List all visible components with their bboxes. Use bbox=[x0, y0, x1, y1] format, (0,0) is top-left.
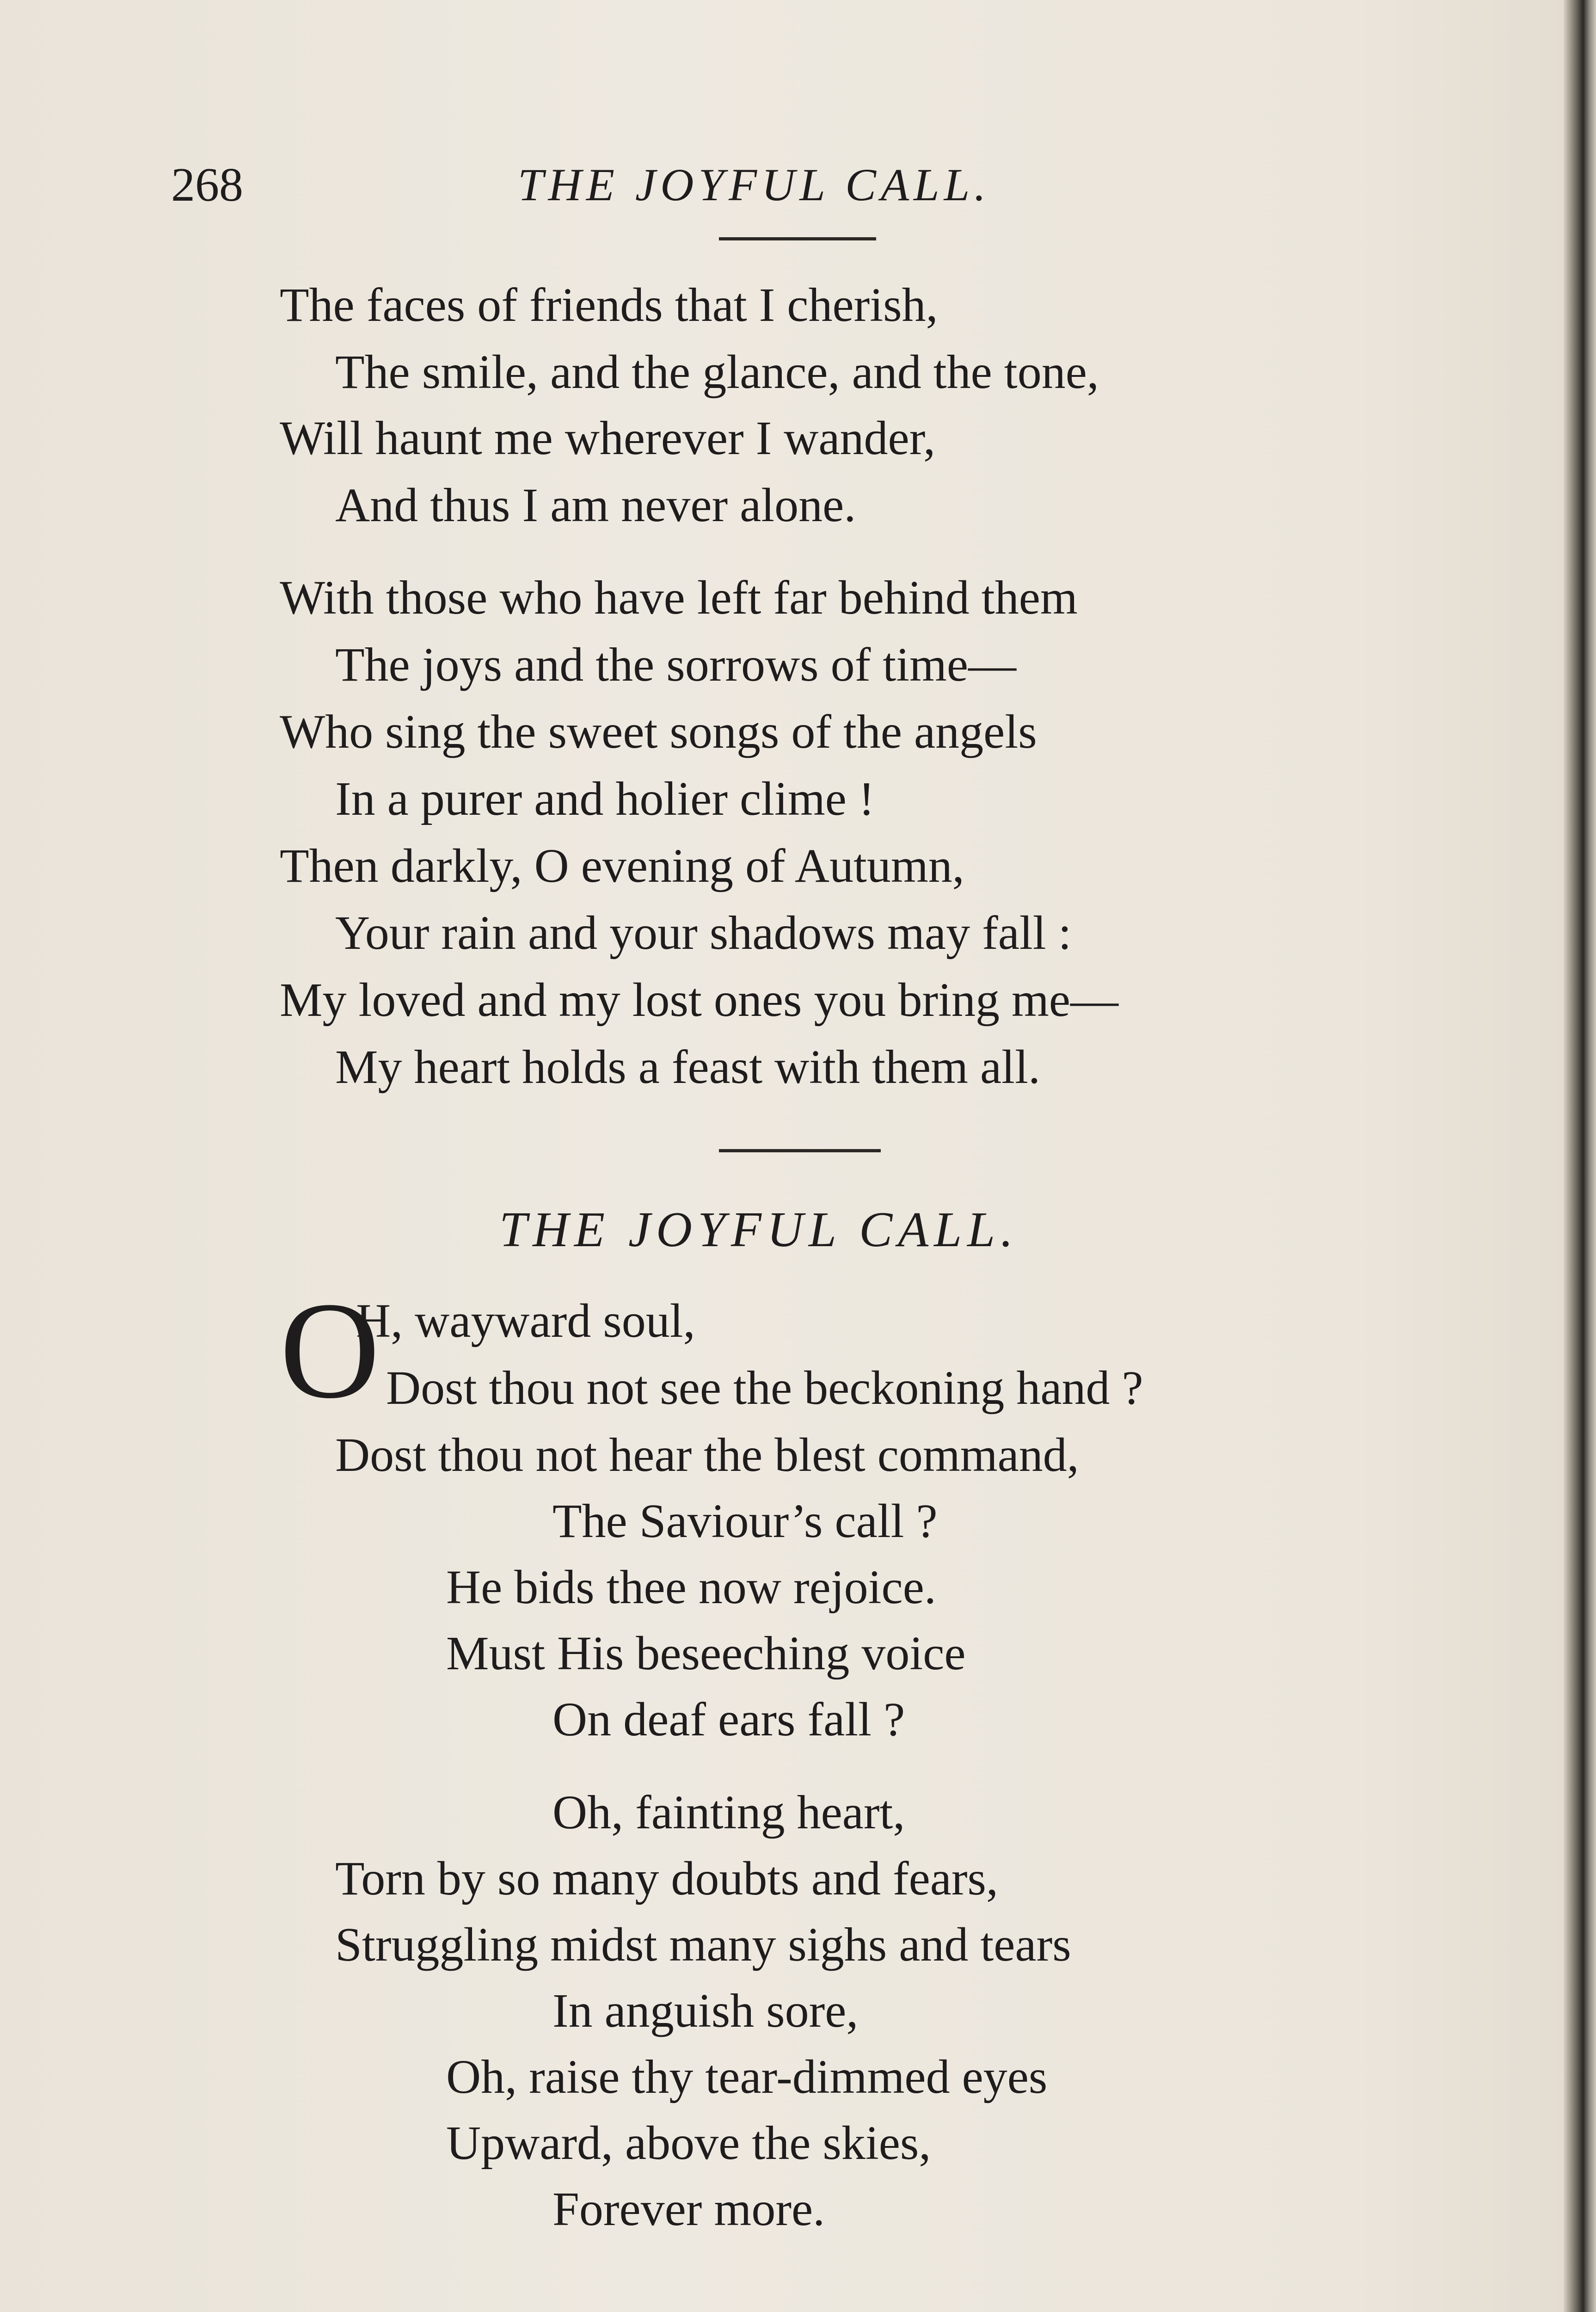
verse-line: In a purer and holier clime ! bbox=[335, 772, 875, 825]
verse-line: The smile, and the glance, and the tone, bbox=[335, 345, 1099, 399]
verse-line: On deaf ears fall ? bbox=[552, 1693, 905, 1746]
page-header bbox=[0, 153, 1596, 217]
page-edge-shadow bbox=[1564, 0, 1596, 2312]
running-head: THE JOYFUL CALL. bbox=[518, 159, 991, 210]
verse-line: He bids thee now rejoice. bbox=[446, 1561, 936, 1614]
verse-line: Must His beseeching voice bbox=[446, 1627, 966, 1680]
divider-rule bbox=[719, 237, 876, 240]
divider-rule bbox=[719, 1149, 881, 1152]
verse-line: Then darkly, O evening of Autumn, bbox=[280, 839, 964, 892]
verse-line: Struggling midst many sighs and tears bbox=[335, 1918, 1071, 1971]
verse-line: In anguish sore, bbox=[552, 1984, 859, 2037]
verse-line: Who sing the sweet songs of the angels bbox=[280, 705, 1037, 758]
verse-line: Dost thou not hear the blest command, bbox=[335, 1428, 1079, 1482]
drop-cap: O bbox=[280, 1273, 380, 1427]
verse-line: The Saviour’s call ? bbox=[552, 1494, 938, 1548]
verse-line: Oh, raise thy tear-dimmed eyes bbox=[446, 2050, 1048, 2103]
verse-line: The joys and the sorrows of time— bbox=[335, 638, 1017, 691]
verse-line: Will haunt me wherever I wander, bbox=[280, 412, 936, 465]
verse-line: H, wayward soul, bbox=[356, 1294, 695, 1347]
verse-line: With those who have left far behind them bbox=[280, 571, 1078, 624]
verse-line: Upward, above the skies, bbox=[446, 2116, 931, 2170]
page-number: 268 bbox=[171, 158, 243, 211]
verse-line: Oh, fainting heart, bbox=[552, 1786, 905, 1839]
verse-line: Your rain and your shadows may fall : bbox=[335, 906, 1072, 959]
poem-title: THE JOYFUL CALL. bbox=[499, 1202, 1019, 1257]
verse-line: Forever more. bbox=[552, 2183, 825, 2236]
verse-line: And thus I am never alone. bbox=[335, 479, 856, 532]
verse-line: My heart holds a feast with them all. bbox=[335, 1040, 1040, 1094]
verse-line: My loved and my lost ones you bring me— bbox=[280, 973, 1119, 1027]
verse-line: Dost thou not see the beckoning hand ? bbox=[386, 1361, 1143, 1414]
verse-line: The faces of friends that I cherish, bbox=[280, 278, 938, 332]
verse-line: Torn by so many doubts and fears, bbox=[335, 1852, 999, 1905]
